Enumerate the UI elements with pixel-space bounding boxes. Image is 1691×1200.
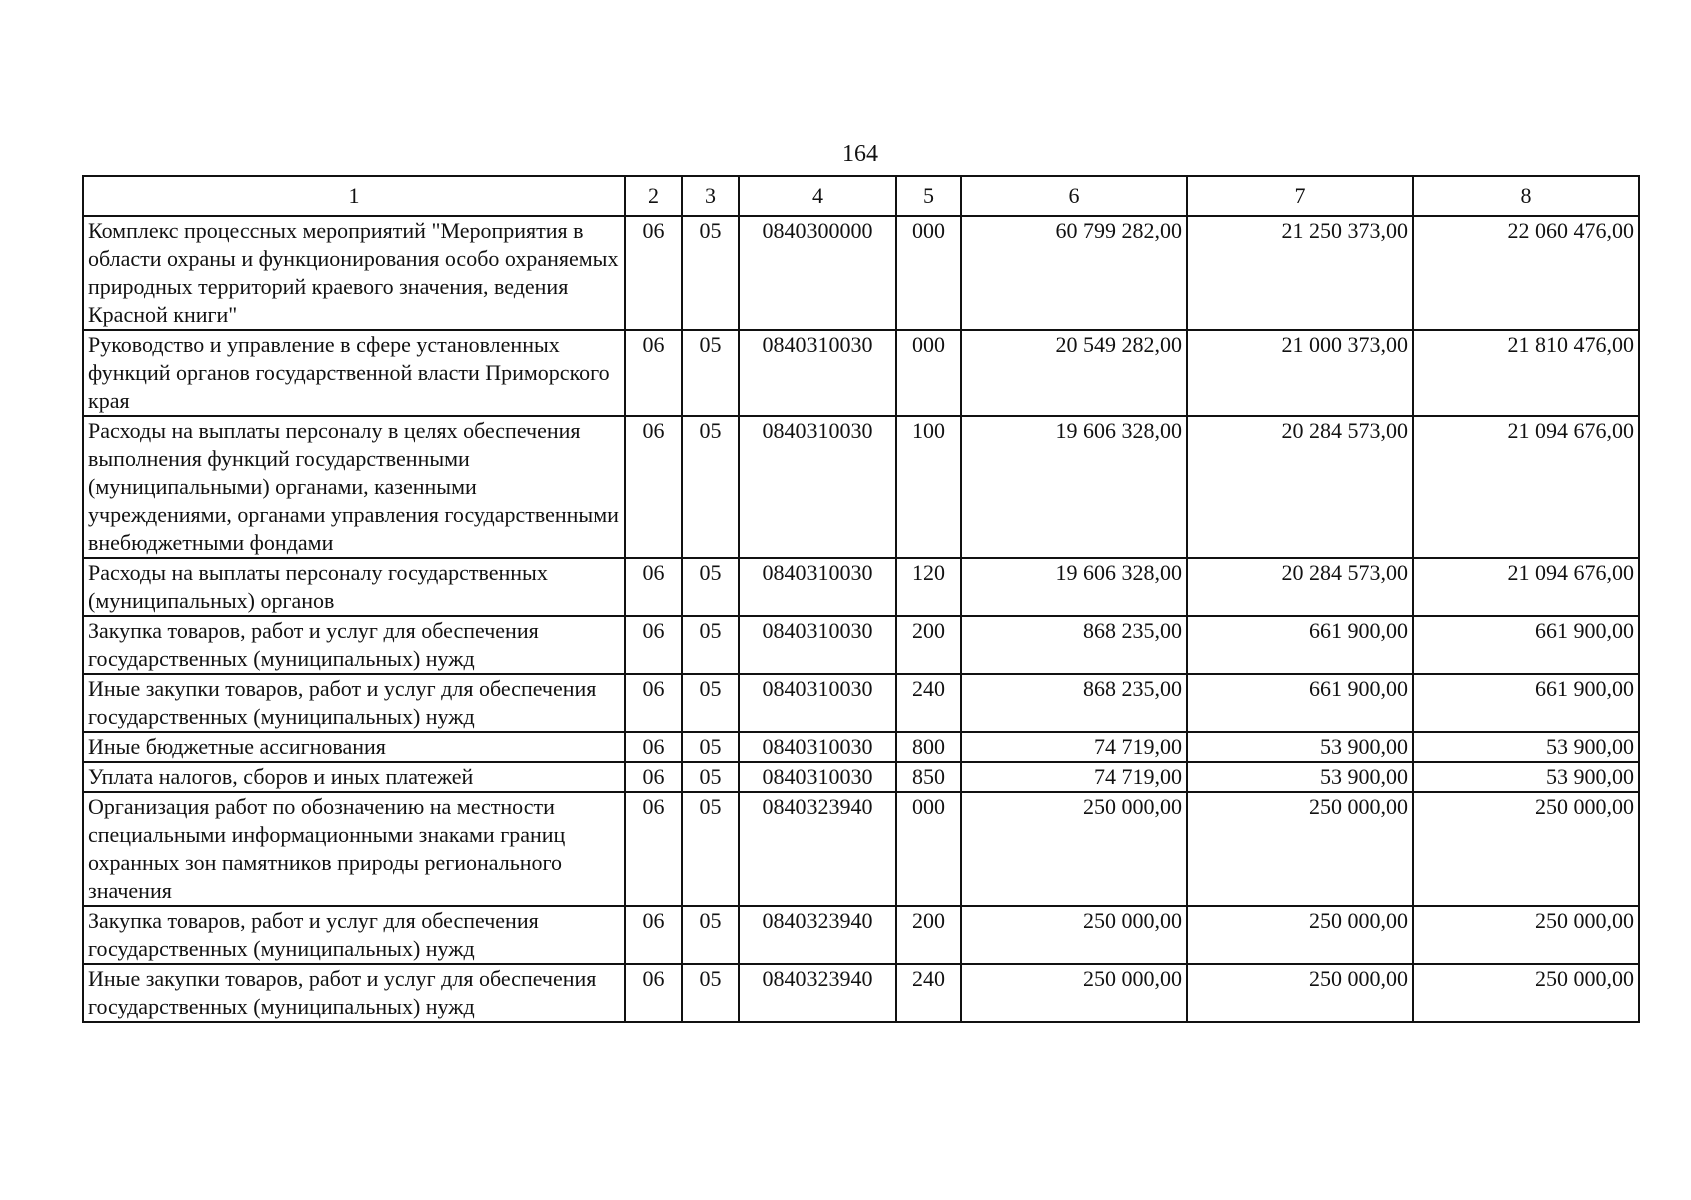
table-row <box>83 216 1639 330</box>
expense-name: Расходы на выплаты персоналу государственных (муниципальных) органов <box>83 558 625 616</box>
expense-type-code: 800 <box>896 732 961 762</box>
section-code: 06 <box>625 616 682 674</box>
expense-type-code: 100 <box>896 416 961 558</box>
section-code: 06 <box>625 762 682 792</box>
section-code: 06 <box>625 330 682 416</box>
target-article-code: 0840310030 <box>739 674 896 732</box>
subsection-code: 05 <box>682 906 739 964</box>
table-row <box>83 616 1639 674</box>
expense-type-code: 200 <box>896 616 961 674</box>
section-code: 06 <box>625 732 682 762</box>
amount-col-6: 20 549 282,00 <box>961 330 1187 416</box>
target-article-code: 0840300000 <box>739 216 896 330</box>
expense-type-code: 000 <box>896 216 961 330</box>
table-row <box>83 964 1639 1022</box>
section-code: 06 <box>625 558 682 616</box>
expense-name: Иные закупки товаров, работ и услуг для обеспечения государственных (муниципальных) нужд <box>83 964 625 1022</box>
amount-col-7: 250 000,00 <box>1187 964 1413 1022</box>
amount-col-7: 250 000,00 <box>1187 792 1413 906</box>
target-article-code: 0840323940 <box>739 906 896 964</box>
expense-name: Иные бюджетные ассигнования <box>83 732 625 762</box>
amount-col-6: 19 606 328,00 <box>961 558 1187 616</box>
expense-type-code: 000 <box>896 792 961 906</box>
section-code: 06 <box>625 216 682 330</box>
amount-col-8: 21 094 676,00 <box>1413 416 1639 558</box>
subsection-code: 05 <box>682 558 739 616</box>
amount-col-8: 21 810 476,00 <box>1413 330 1639 416</box>
amount-col-8: 250 000,00 <box>1413 792 1639 906</box>
target-article-code: 0840310030 <box>739 558 896 616</box>
amount-col-6: 74 719,00 <box>961 732 1187 762</box>
target-article-code: 0840310030 <box>739 330 896 416</box>
column-header: 6 <box>961 176 1187 216</box>
amount-col-6: 60 799 282,00 <box>961 216 1187 330</box>
amount-col-8: 53 900,00 <box>1413 732 1639 762</box>
expense-name: Руководство и управление в сфере установленных функций органов государственной власти Приморского края <box>83 330 625 416</box>
expense-name: Организация работ по обозначению на местности специальными информационными знаками границ охранных зон памятников природы регионального значения <box>83 792 625 906</box>
amount-col-6: 250 000,00 <box>961 964 1187 1022</box>
subsection-code: 05 <box>682 792 739 906</box>
subsection-code: 05 <box>682 964 739 1022</box>
column-header: 3 <box>682 176 739 216</box>
table-row <box>83 792 1639 906</box>
table-header-row <box>83 176 1639 216</box>
amount-col-6: 868 235,00 <box>961 674 1187 732</box>
section-code: 06 <box>625 964 682 1022</box>
expense-name: Уплата налогов, сборов и иных платежей <box>83 762 625 792</box>
amount-col-8: 22 060 476,00 <box>1413 216 1639 330</box>
subsection-code: 05 <box>682 732 739 762</box>
target-article-code: 0840310030 <box>739 762 896 792</box>
expense-type-code: 240 <box>896 674 961 732</box>
amount-col-8: 250 000,00 <box>1413 906 1639 964</box>
column-header: 5 <box>896 176 961 216</box>
amount-col-7: 661 900,00 <box>1187 674 1413 732</box>
expense-name: Закупка товаров, работ и услуг для обеспечения государственных (муниципальных) нужд <box>83 616 625 674</box>
amount-col-7: 20 284 573,00 <box>1187 558 1413 616</box>
amount-col-8: 661 900,00 <box>1413 616 1639 674</box>
page-number: 164 <box>842 141 878 167</box>
column-header: 4 <box>739 176 896 216</box>
expense-name: Иные закупки товаров, работ и услуг для обеспечения государственных (муниципальных) нужд <box>83 674 625 732</box>
section-code: 06 <box>625 416 682 558</box>
subsection-code: 05 <box>682 216 739 330</box>
expense-name: Закупка товаров, работ и услуг для обеспечения государственных (муниципальных) нужд <box>83 906 625 964</box>
expense-type-code: 120 <box>896 558 961 616</box>
budget-table <box>82 175 1640 1023</box>
table-row <box>83 732 1639 762</box>
column-header: 7 <box>1187 176 1413 216</box>
table-row <box>83 330 1639 416</box>
expense-type-code: 850 <box>896 762 961 792</box>
section-code: 06 <box>625 674 682 732</box>
amount-col-7: 661 900,00 <box>1187 616 1413 674</box>
target-article-code: 0840323940 <box>739 792 896 906</box>
amount-col-6: 19 606 328,00 <box>961 416 1187 558</box>
amount-col-7: 53 900,00 <box>1187 762 1413 792</box>
section-code: 06 <box>625 906 682 964</box>
subsection-code: 05 <box>682 674 739 732</box>
expense-type-code: 000 <box>896 330 961 416</box>
column-header: 2 <box>625 176 682 216</box>
target-article-code: 0840310030 <box>739 732 896 762</box>
table-row <box>83 906 1639 964</box>
column-header: 8 <box>1413 176 1639 216</box>
amount-col-8: 53 900,00 <box>1413 762 1639 792</box>
expense-type-code: 200 <box>896 906 961 964</box>
table-row <box>83 674 1639 732</box>
table-row <box>83 558 1639 616</box>
amount-col-8: 661 900,00 <box>1413 674 1639 732</box>
amount-col-6: 250 000,00 <box>961 906 1187 964</box>
target-article-code: 0840310030 <box>739 416 896 558</box>
subsection-code: 05 <box>682 416 739 558</box>
column-header: 1 <box>83 176 625 216</box>
amount-col-7: 53 900,00 <box>1187 732 1413 762</box>
subsection-code: 05 <box>682 330 739 416</box>
expense-name: Комплекс процессных мероприятий "Мероприятия в области охраны и функционирования особо охраняемых природных территорий краевого значения, ведения Красной книги" <box>83 216 625 330</box>
subsection-code: 05 <box>682 616 739 674</box>
table-row <box>83 762 1639 792</box>
amount-col-8: 21 094 676,00 <box>1413 558 1639 616</box>
expense-name: Расходы на выплаты персоналу в целях обеспечения выполнения функций государственными (муниципальными) органами, казенными учреждениями, органами управления государственными внебюджетными фондами <box>83 416 625 558</box>
table-row <box>83 416 1639 558</box>
section-code: 06 <box>625 792 682 906</box>
amount-col-7: 250 000,00 <box>1187 906 1413 964</box>
subsection-code: 05 <box>682 762 739 792</box>
amount-col-6: 868 235,00 <box>961 616 1187 674</box>
amount-col-6: 74 719,00 <box>961 762 1187 792</box>
amount-col-7: 20 284 573,00 <box>1187 416 1413 558</box>
amount-col-7: 21 250 373,00 <box>1187 216 1413 330</box>
target-article-code: 0840310030 <box>739 616 896 674</box>
expense-type-code: 240 <box>896 964 961 1022</box>
amount-col-8: 250 000,00 <box>1413 964 1639 1022</box>
amount-col-7: 21 000 373,00 <box>1187 330 1413 416</box>
amount-col-6: 250 000,00 <box>961 792 1187 906</box>
target-article-code: 0840323940 <box>739 964 896 1022</box>
